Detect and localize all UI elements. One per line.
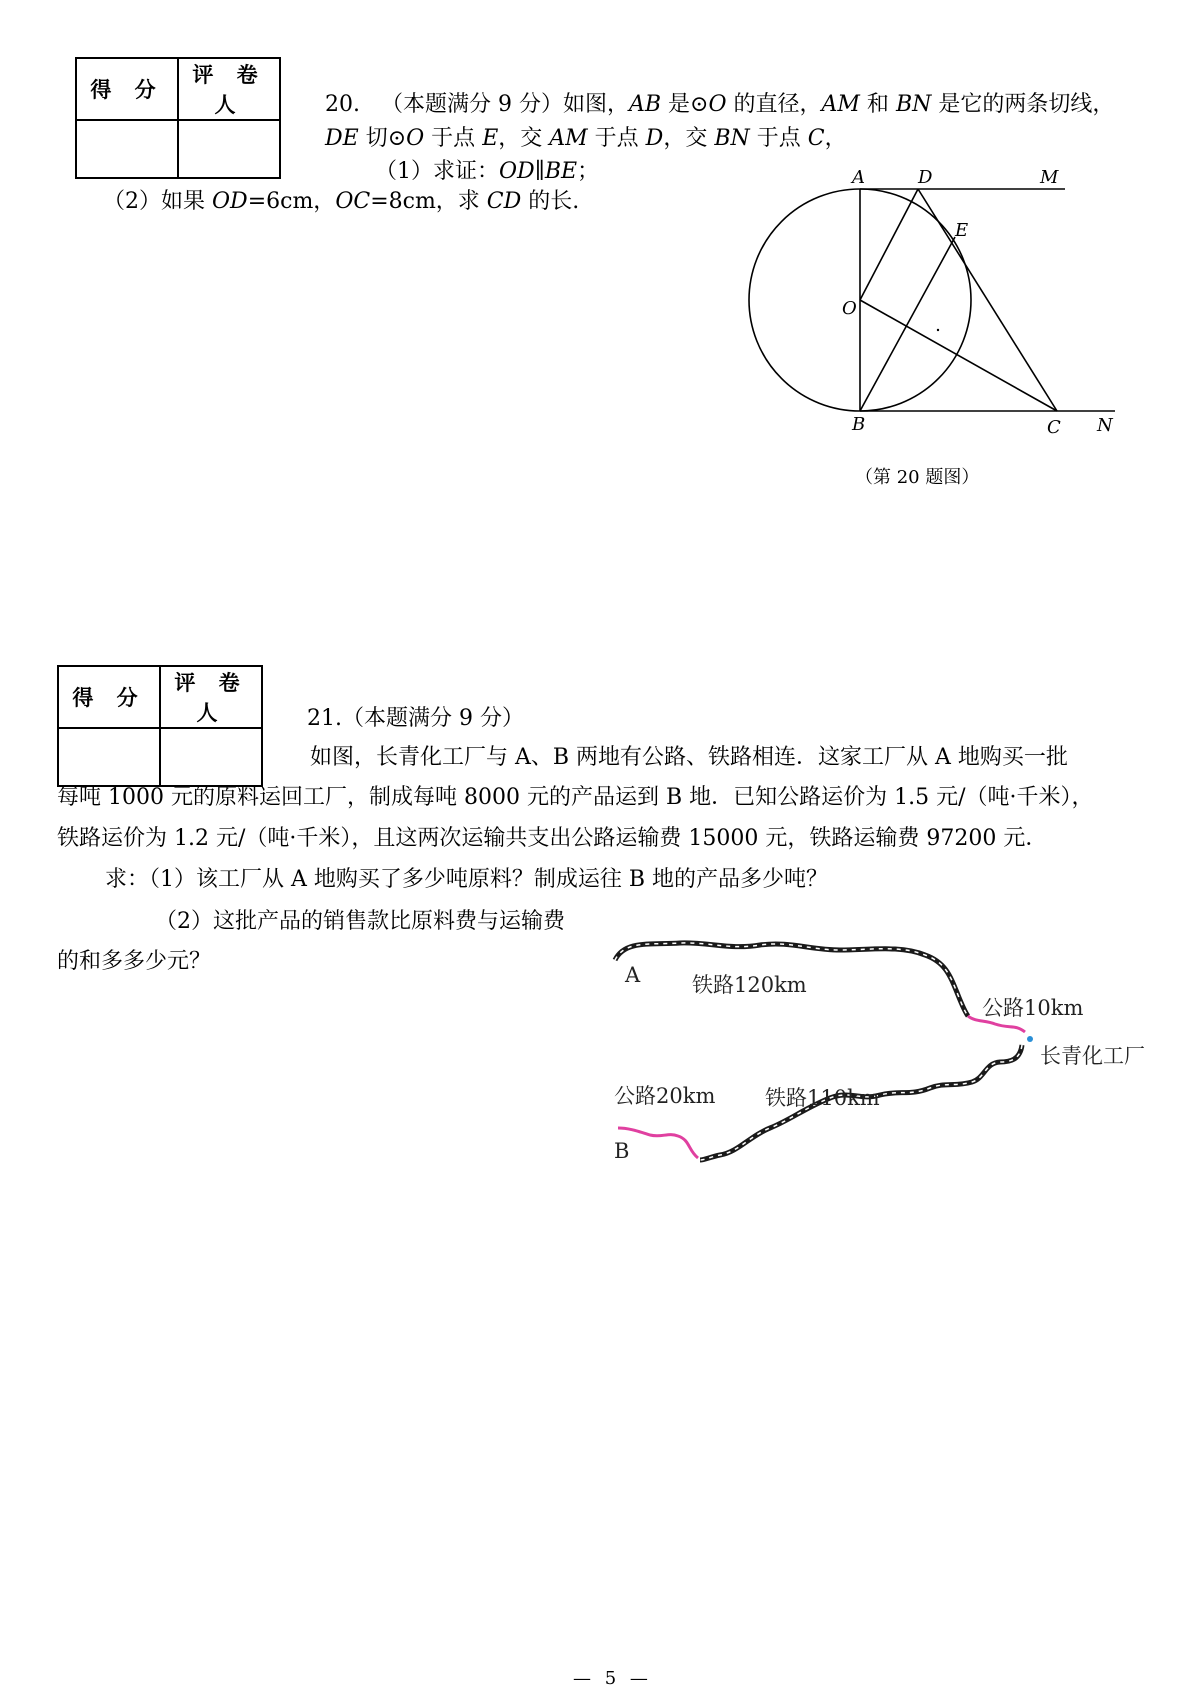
label-e: E (955, 220, 969, 241)
q20-line-1 (325, 88, 1114, 122)
q20-seg: E (482, 126, 499, 151)
score-cell[interactable] (76, 120, 178, 178)
q20-seg: 的直径， (726, 92, 822, 117)
label-d: D (918, 167, 933, 188)
q20-seg: ， (824, 126, 847, 151)
q21-header: 21.（本题满分 9 分） (307, 706, 524, 731)
q20-seg: BN (714, 126, 750, 151)
q20-seg: OD (212, 189, 248, 214)
q20-seg: AB (628, 92, 662, 117)
grader-header: 评 卷 人 (178, 58, 280, 120)
label-m: M (1040, 167, 1059, 188)
q20-seg: =8cm，求 (370, 189, 487, 214)
map-label-road-b: 公路20km (614, 1084, 716, 1108)
map-label-rail-a: 铁路120km (692, 973, 807, 997)
q20-seg: C (807, 126, 825, 151)
road-b (618, 1128, 698, 1158)
label-b: B (852, 414, 866, 435)
q20-seg: AM (549, 126, 588, 151)
q20-seg: OD (499, 159, 535, 184)
q21-line-3: 铁路运价为 1.2 元/（吨·千米），且这两次运输共支出公路运输费 15000 元，铁路运输费 97200 元． (57, 826, 1048, 851)
stray-dot (937, 329, 939, 331)
label-n: N (1097, 415, 1113, 436)
segment-be (860, 237, 955, 411)
q20-seg: ； (577, 159, 600, 184)
q20-seg: （1）求证： (375, 159, 499, 184)
q20-seg: =6cm， (247, 189, 336, 214)
q20-seg: BE (544, 159, 578, 184)
factory-dot (1027, 1036, 1033, 1042)
q21-route-map (600, 925, 1180, 1175)
map-label-road-a: 公路10km (982, 996, 1084, 1020)
q20-header: （本题满分 9 分）如图， (380, 92, 629, 117)
q20-figure-caption: （第 20 题图） (855, 467, 980, 488)
q20-seg: CD (486, 189, 522, 214)
q20-seg: 和 (859, 92, 896, 117)
q21-line-5: （2）这批产品的销售款比原料费与运输费 (155, 909, 565, 934)
q20-seg: OC (335, 189, 371, 214)
q21-line-4: 求：（1）该工厂从 A 地购买了多少吨原料？制成运往 B 地的产品多少吨？ (105, 867, 829, 892)
q20-seg: BN (895, 92, 932, 117)
q20-seg: 是它的两条切线， (931, 92, 1115, 117)
q20-seg: 于点 (587, 126, 646, 151)
q20-seg: ，交 (498, 126, 550, 151)
label-c: C (1047, 417, 1061, 438)
grader-cell[interactable] (178, 120, 280, 178)
q20-seg: AM (821, 92, 860, 117)
score-box-q20 (75, 57, 281, 179)
grader-cell[interactable] (160, 728, 262, 786)
map-label-factory: 长青化工厂 (1040, 1044, 1145, 1068)
map-label-b: B (614, 1139, 630, 1163)
q20-seg: ∥ (534, 159, 545, 184)
q20-part-1 (375, 155, 599, 189)
q20-seg: 是⊙ (661, 92, 709, 117)
q20-geometry-figure (730, 158, 1150, 498)
score-header: 得 分 (76, 58, 178, 120)
q21-line-1: 如图，长青化工厂与 A、B 两地有公路、铁路相连．这家工厂从 A 地购买一批 (310, 745, 1068, 770)
score-box-q21 (57, 665, 263, 787)
q20-seg: （2）如果 (103, 189, 212, 214)
label-o: O (842, 298, 857, 319)
q20-seg: 于点 (424, 126, 483, 151)
q20-seg: O (708, 92, 727, 117)
q20-seg: O (406, 126, 425, 151)
map-label-a: A (625, 963, 641, 987)
q20-seg: 切⊙ (358, 126, 407, 151)
q20-part-2 (103, 185, 579, 219)
score-header: 得 分 (58, 666, 160, 728)
label-a: A (852, 167, 865, 188)
score-cell[interactable] (58, 728, 160, 786)
q20-seg: 的长. (521, 189, 580, 214)
q20-number: 20. (325, 92, 360, 117)
grader-header: 评 卷 人 (160, 666, 262, 728)
q20-seg: DE (325, 126, 359, 151)
map-label-rail-b: 铁路110km (765, 1086, 880, 1110)
q21-line-6: 的和多多少元？ (57, 949, 212, 974)
q21-line-2: 每吨 1000 元的原料运回工厂，制成每吨 8000 元的产品运到 B 地．已知公路运价为 1.5 元/（吨·千米）， (57, 785, 1094, 810)
q20-line-2 (325, 122, 847, 156)
segment-od (860, 189, 918, 300)
q20-seg: 于点 (749, 126, 808, 151)
page-number: — 5 — (573, 1668, 652, 1689)
q20-seg: ，交 (663, 126, 715, 151)
q20-seg: D (645, 126, 664, 151)
